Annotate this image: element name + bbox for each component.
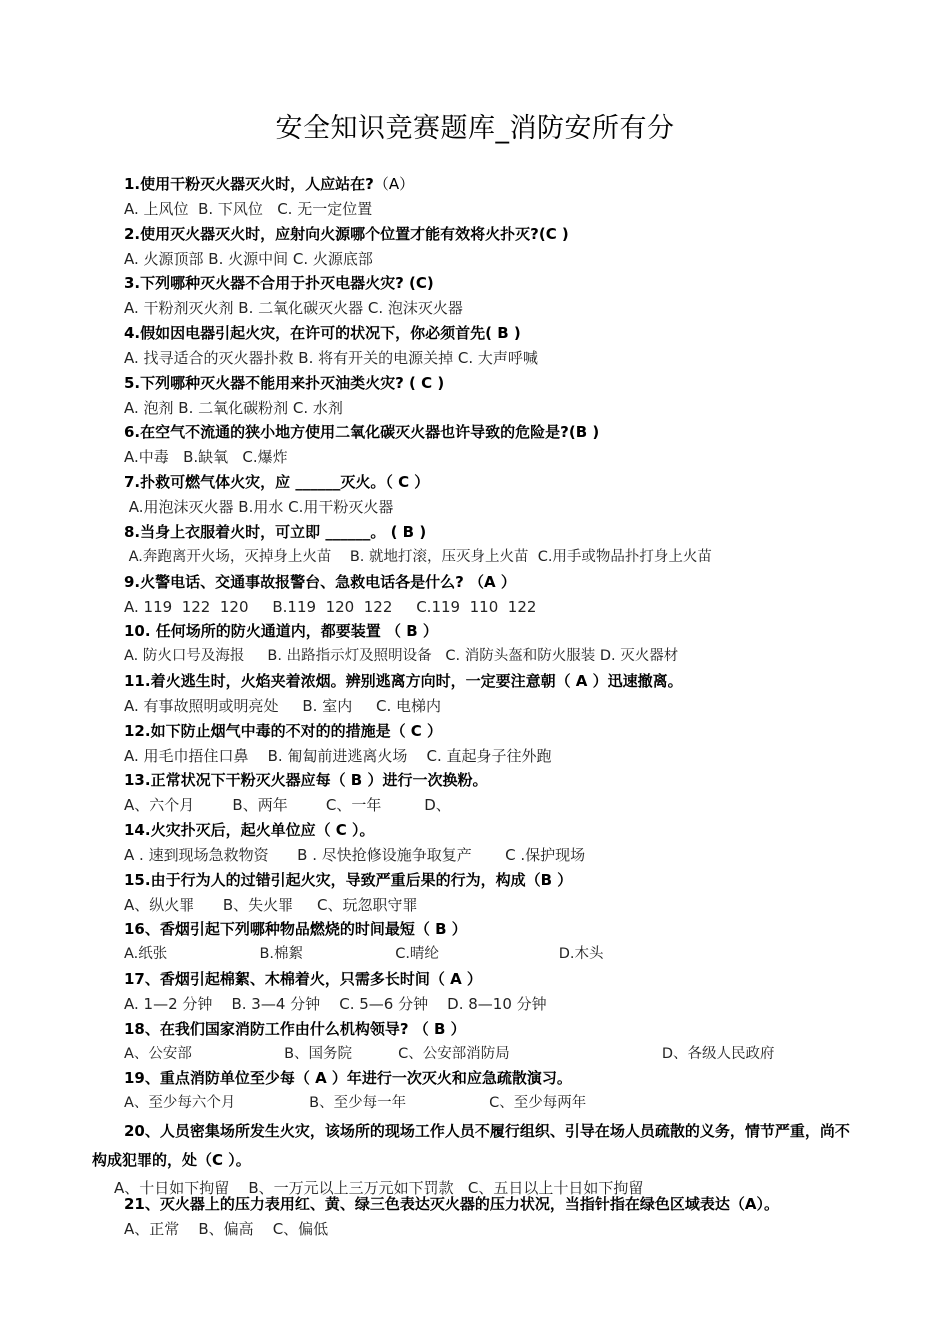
question-text: 1.使用干粉灭火器灭火时，人应站在?（A） bbox=[124, 175, 415, 193]
question-options: A. 防火口号及海报 B. 出路指示灯及照明设备 C. 消防头盔和防火服装 D. 灭火器材 bbox=[124, 648, 679, 665]
question-options: A、正常 B、偏高 C、偏低 bbox=[124, 1220, 329, 1238]
question-item bbox=[124, 768, 870, 818]
question-text: 8.当身上衣服着火时，可立即 ______。 ( B ) bbox=[124, 522, 427, 541]
question-text: 11.着火逃生时，火焰夹着浓烟。辨别逃离方向时，一定要注意朝（ A ）迅速撤离。 bbox=[124, 671, 683, 690]
question-item bbox=[124, 669, 870, 719]
question-text: 5.下列哪种灭火器不能用来扑灭油类火灾? ( C ) bbox=[124, 373, 445, 392]
question-item bbox=[124, 868, 870, 918]
question-item bbox=[124, 172, 870, 222]
question-text: 15.由于行为人的过错引起火灾，导致严重后果的行为，构成（B ） bbox=[124, 870, 573, 889]
question-item bbox=[124, 371, 870, 421]
question-options: A、公安部 B、国务院 C、公安部消防局 D、各级人民政府 bbox=[124, 1045, 775, 1062]
question-item bbox=[124, 570, 870, 620]
question-options: A. 火源顶部 B. 火源中间 C. 火源底部 bbox=[124, 249, 373, 268]
question-text: 4.假如因电器引起火灾，在许可的状况下，你必须首先( B ) bbox=[124, 324, 521, 343]
question-text: 2.使用灭火器灭火时，应射向火源哪个位置才能有效将火扑灭?(C ) bbox=[124, 224, 569, 243]
question-text: 9.火警电话、交通事故报警台、急救电话各是什么? （A ） bbox=[124, 572, 516, 591]
question-text: 18、在我们国家消防工作由什么机构领导? （ B ） bbox=[124, 1019, 466, 1038]
question-text: 14.火灾扑灭后，起火单位应（ C ）。 bbox=[124, 820, 375, 839]
question-item bbox=[124, 470, 870, 520]
question-options: A. 用毛巾捂住口鼻 B. 匍匐前进逃离火场 C. 直起身子往外跑 bbox=[124, 746, 552, 765]
question-text: 12.如下防止烟气中毒的不对的的措施是（ C ） bbox=[124, 721, 443, 740]
question-options: A. 找寻适合的灭火器扑救 B. 将有开关的电源关掉 C. 大声呼喊 bbox=[124, 349, 538, 368]
question-item bbox=[124, 271, 870, 321]
question-options: A . 速到现场急救物资 B . 尽快抢修设施争取复产 C .保护现场 bbox=[124, 845, 586, 864]
question-text: 17、香烟引起棉絮、木棉着火，只需多长时间（ A ） bbox=[124, 970, 482, 988]
question-text: 21、灭火器上的压力表用红、黄、绿三色表达灭火器的压力状况，当指针指在绿色区域表达（A）。 bbox=[124, 1195, 779, 1213]
question-options: A. 上风位 B. 下风位 C. 无一定位置 bbox=[124, 200, 373, 218]
question-item-20 bbox=[92, 1117, 862, 1201]
question-options: A. 1—2 分钟 B. 3—4 分钟 C. 5—6 分钟 D. 8—10 分钟 bbox=[124, 995, 547, 1013]
question-text: 20、人员密集场所发生火灾，该场所的现场工作人员不履行组织、引导在场人员疏散的义务，情节严重，尚不构成犯罪的，处（C ）。 bbox=[92, 1122, 850, 1169]
question-item bbox=[124, 967, 870, 1017]
question-options: A、六个月 B、两年 C、一年 D、 bbox=[124, 796, 451, 815]
question-options: A. 有事故照明或明亮处 B. 室内 C. 电梯内 bbox=[124, 696, 442, 715]
question-item bbox=[124, 917, 870, 967]
question-options: A.奔跑离开火场，灭掉身上火苗 B. 就地打滚，压灭身上火苗 C.用手或物品扑打身上火苗 bbox=[124, 548, 712, 565]
question-text: 6.在空气不流通的狭小地方使用二氧化碳灭火器也许导致的危险是?(B ) bbox=[124, 423, 600, 442]
question-item bbox=[124, 719, 870, 769]
question-text: 13.正常状况下干粉灭火器应每（ B ）进行一次换粉。 bbox=[124, 771, 488, 790]
question-item bbox=[124, 321, 870, 371]
question-item bbox=[124, 818, 870, 868]
question-text: 7.扑救可燃气体火灾，应 ______灭火。（ C ） bbox=[124, 473, 430, 492]
question-options: A. 119 122 120 B.119 120 122 C.119 110 122 bbox=[124, 597, 537, 616]
question-list bbox=[124, 172, 870, 1116]
question-text: 16、香烟引起下列哪种物品燃烧的时间最短（ B ） bbox=[124, 920, 467, 939]
question-text: 10. 任何场所的防火通道内，都要装置 （ B ） bbox=[124, 622, 438, 641]
question-item bbox=[124, 619, 870, 669]
document-title: 安全知识竞赛题库_消防安所有分 bbox=[275, 113, 675, 144]
question-text: 3.下列哪种灭火器不合用于扑灭电器火灾? (C) bbox=[124, 274, 434, 293]
question-item bbox=[124, 1017, 870, 1067]
question-item bbox=[124, 1066, 870, 1116]
question-options: A.用泡沫灭火器 B.用水 C.用干粉灭火器 bbox=[124, 498, 394, 517]
question-options: A.纸张 B.棉絮 C.晴纶 D.木头 bbox=[124, 946, 604, 963]
question-item bbox=[124, 520, 870, 570]
question-options: A.中毒 B.缺氧 C.爆炸 bbox=[124, 448, 288, 467]
question-options: A、至少每六个月 B、至少每一年 C、至少每两年 bbox=[124, 1095, 587, 1112]
question-text: 19、重点消防单位至少每（ A ）年进行一次灭火和应急疏散演习。 bbox=[124, 1069, 572, 1088]
question-item bbox=[124, 222, 870, 272]
question-options: A、十日如下拘留 B、一万元以上三万元如下罚款 C、五日以上十日如下拘留 bbox=[114, 1179, 644, 1197]
question-options: A. 干粉剂灭火剂 B. 二氧化碳灭火器 C. 泡沫灭火器 bbox=[124, 299, 463, 318]
question-options: A、纵火罪 B、失火罪 C、玩忽职守罪 bbox=[124, 895, 418, 914]
question-item-21 bbox=[124, 1192, 890, 1242]
question-item bbox=[124, 420, 870, 470]
question-options: A. 泡剂 B. 二氧化碳粉剂 C. 水剂 bbox=[124, 398, 343, 417]
